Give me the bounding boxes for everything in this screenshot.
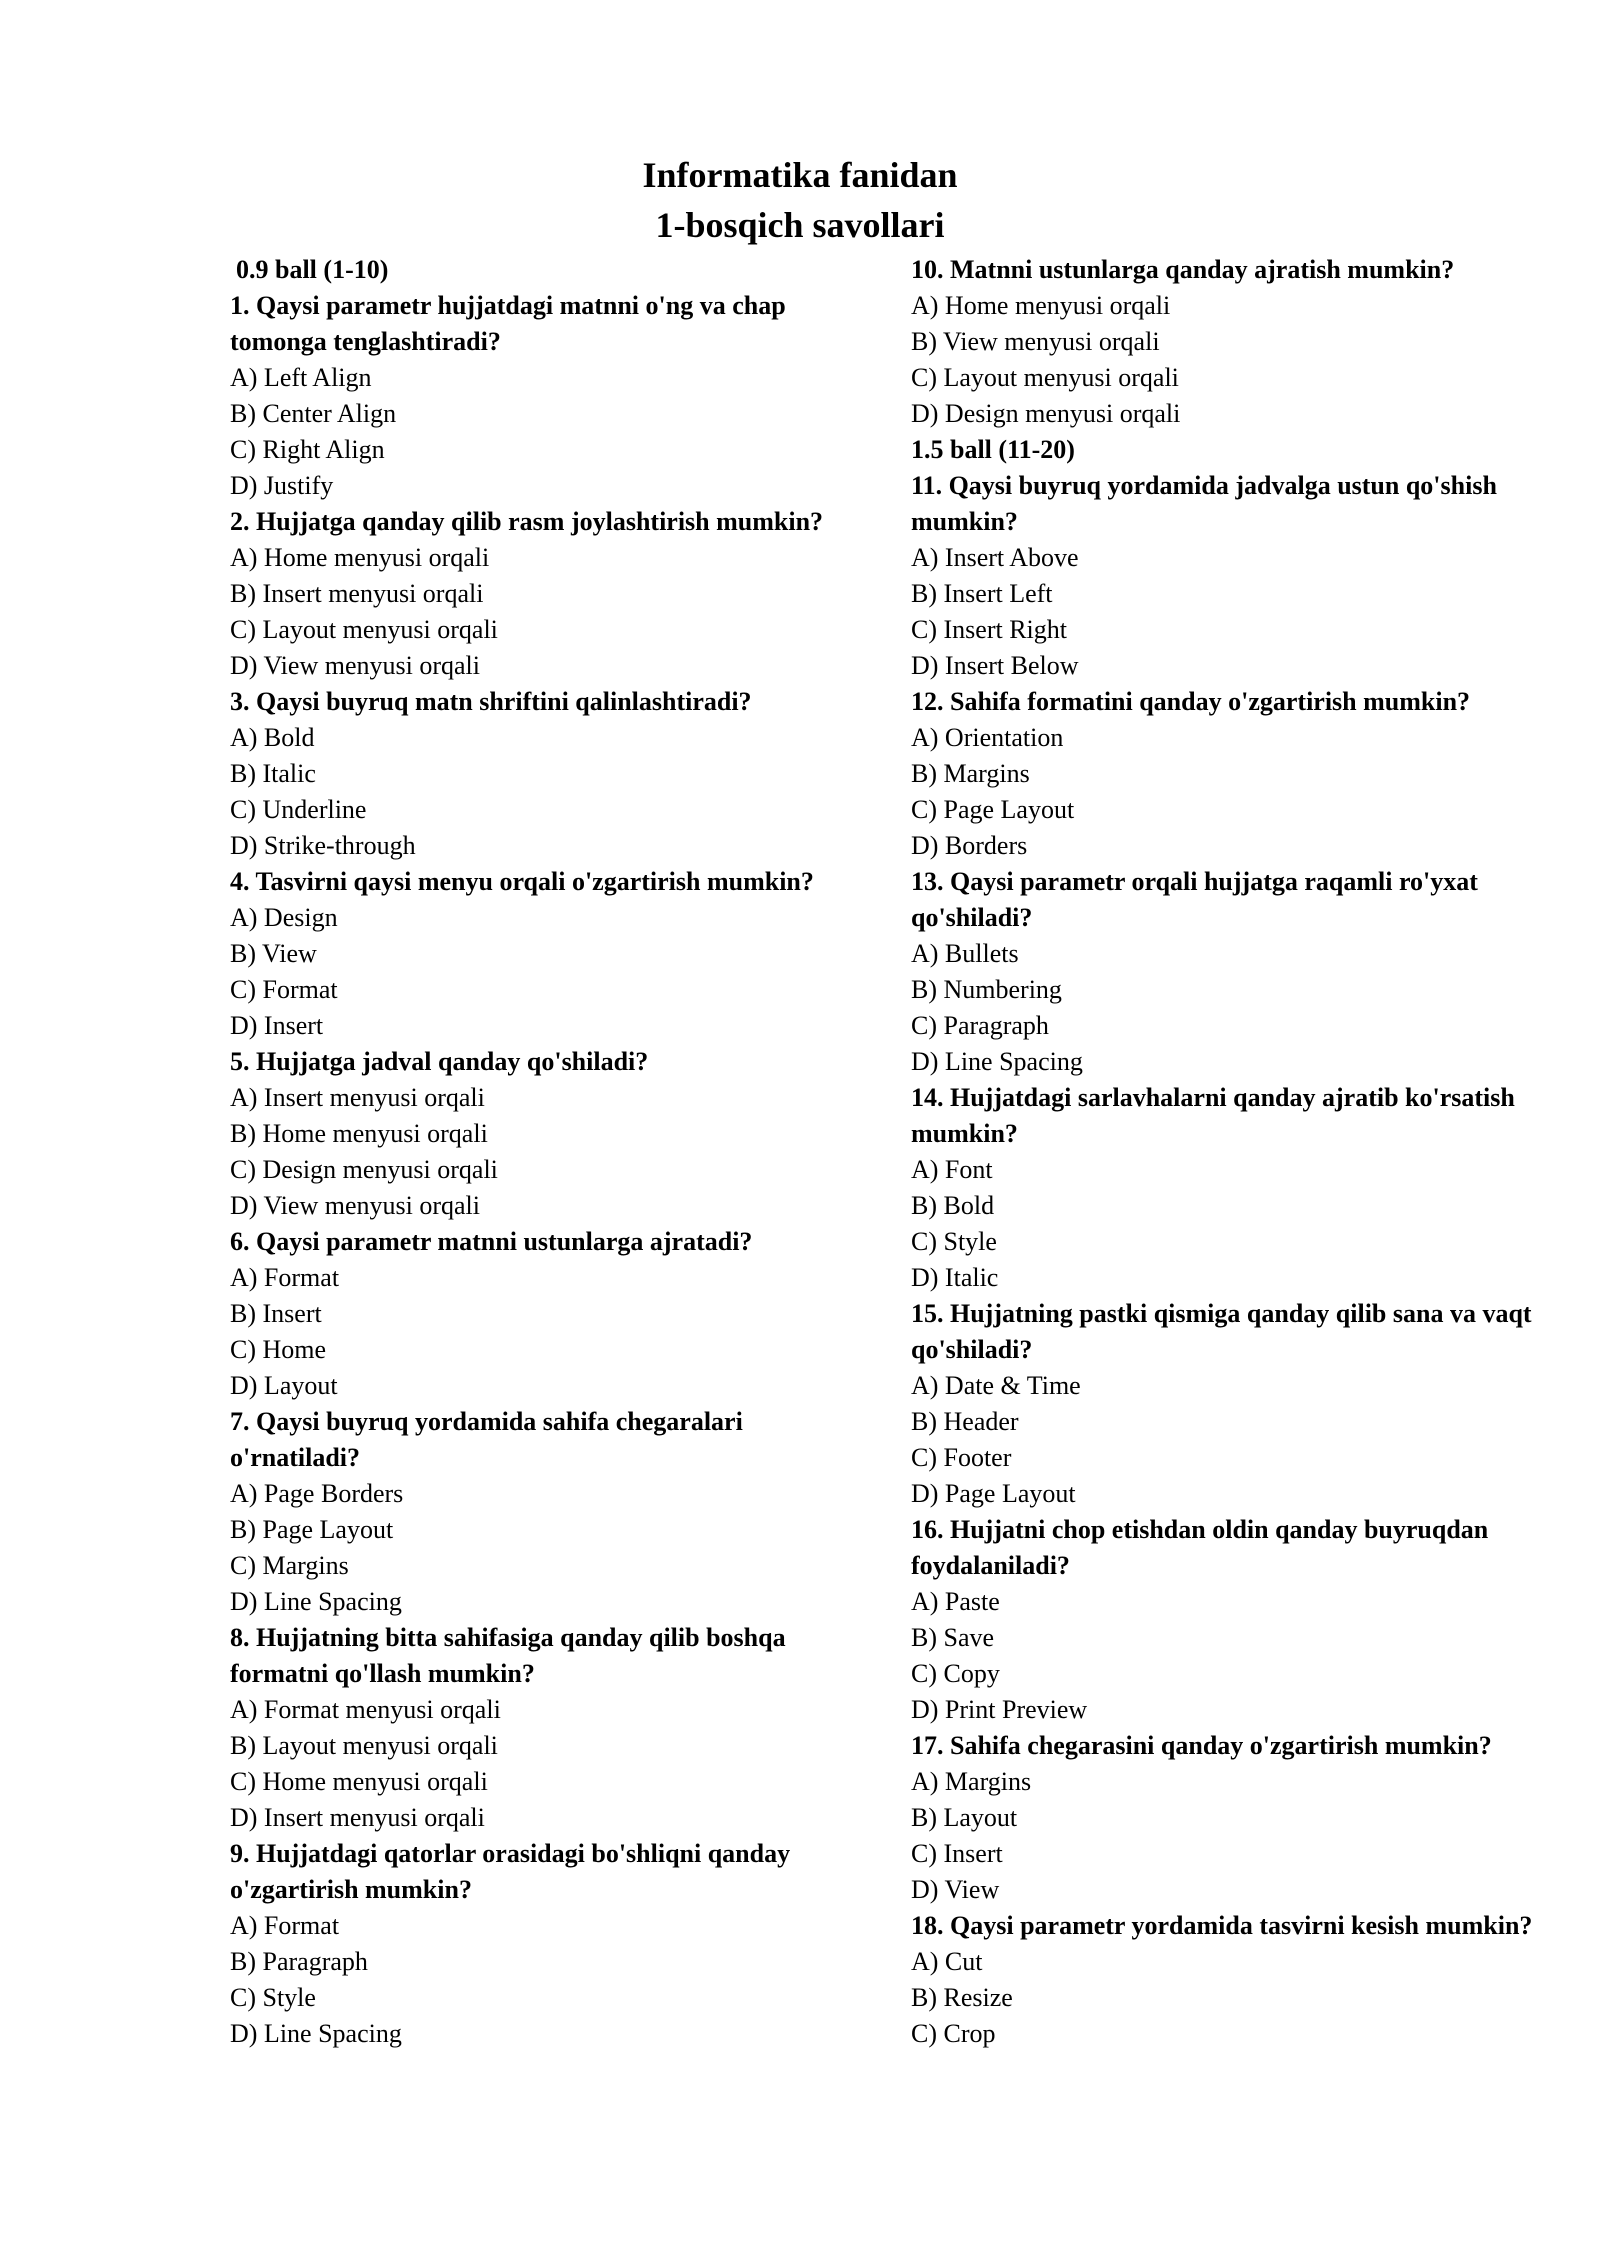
question-text: 9. Hujjatdagi qatorlar orasidagi bo'shliqni qanday o'zgartirish mumkin?: [230, 1839, 791, 1904]
answer-option: C) Copy: [911, 1659, 1000, 1688]
answer-option: C) Page Layout: [911, 795, 1075, 824]
question-block: [911, 684, 1551, 864]
answer-option: A) Bold: [230, 723, 315, 752]
answer-option: D) Justify: [230, 471, 334, 500]
answer-option: C) Style: [911, 1227, 997, 1256]
answer-option: C) Underline: [230, 795, 367, 824]
answer-option: A) Format menyusi orqali: [230, 1695, 501, 1724]
question-block: [911, 252, 1551, 432]
answer-option: D) Print Preview: [911, 1695, 1088, 1724]
answer-option: C) Footer: [911, 1443, 1012, 1472]
answer-option: B) Header: [911, 1407, 1019, 1436]
left-column: [230, 252, 870, 2052]
question-text: 7. Qaysi buyruq yordamida sahifa chegaralari o'rnatiladi?: [230, 1407, 743, 1472]
answer-option: A) Cut: [911, 1947, 983, 1976]
question-text: 4. Tasvirni qaysi menyu orqali o'zgartirish mumkin?: [230, 867, 814, 896]
answer-option: C) Paragraph: [911, 1011, 1049, 1040]
answer-option: B) Insert Left: [911, 579, 1053, 608]
answer-option: D) Borders: [911, 831, 1028, 860]
answer-option: B) View menyusi orqali: [911, 327, 1160, 356]
question-text: 2. Hujjatga qanday qilib rasm joylashtirish mumkin?: [230, 507, 824, 536]
answer-option: B) Paragraph: [230, 1947, 368, 1976]
answer-option: C) Crop: [911, 2019, 996, 2048]
question-text: 14. Hujjatdagi sarlavhalarni qanday ajratib ko'rsatish mumkin?: [911, 1083, 1515, 1148]
answer-option: B) Layout: [911, 1803, 1018, 1832]
question-block: [230, 1044, 870, 1224]
answer-option: A) Insert menyusi orqali: [230, 1083, 485, 1112]
answer-option: B) Bold: [911, 1191, 995, 1220]
answer-option: D) View menyusi orqali: [230, 1191, 480, 1220]
question-block: [911, 864, 1551, 1080]
answer-option: B) Insert: [230, 1299, 322, 1328]
section-header-1: 0.9 ball (1-10): [236, 255, 389, 284]
answer-option: A) Date & Time: [911, 1371, 1081, 1400]
answer-option: A) Left Align: [230, 363, 372, 392]
answer-option: A) Insert Above: [911, 543, 1079, 572]
answer-option: C) Insert Right: [911, 615, 1067, 644]
question-block: [230, 288, 870, 504]
question-text: 5. Hujjatga jadval qanday qo'shiladi?: [230, 1047, 649, 1076]
right-column: [911, 252, 1551, 2052]
answer-option: D) View menyusi orqali: [230, 651, 480, 680]
answer-option: C) Home menyusi orqali: [230, 1767, 488, 1796]
answer-option: B) Margins: [911, 759, 1030, 788]
question-text: 18. Qaysi parametr yordamida tasvirni kesish mumkin?: [911, 1911, 1533, 1940]
answer-option: C) Style: [230, 1983, 316, 2012]
question-text: 17. Sahifa chegarasini qanday o'zgartirish mumkin?: [911, 1731, 1492, 1760]
question-block: [230, 684, 870, 864]
answer-option: D) Layout: [230, 1371, 338, 1400]
answer-option: D) Line Spacing: [230, 1587, 402, 1616]
question-block: [911, 1728, 1551, 1908]
question-text: 13. Qaysi parametr orqali hujjatga raqamli ro'yxat qo'shiladi?: [911, 867, 1478, 932]
answer-option: A) Design: [230, 903, 338, 932]
answer-option: B) Save: [911, 1623, 995, 1652]
question-text: 1. Qaysi parametr hujjatdagi matnni o'ng va chap tomonga tenglashtiradi?: [230, 291, 786, 356]
section-header-2: 1.5 ball (11-20): [911, 435, 1075, 464]
answer-option: A) Format: [230, 1263, 340, 1292]
answer-option: A) Home menyusi orqali: [230, 543, 490, 572]
question-text: 12. Sahifa formatini qanday o'zgartirish mumkin?: [911, 687, 1471, 716]
answer-option: A) Margins: [911, 1767, 1032, 1796]
answer-option: D) Line Spacing: [230, 2019, 402, 2048]
answer-option: C) Format: [230, 975, 338, 1004]
answer-option: B) Insert menyusi orqali: [230, 579, 484, 608]
question-block: [230, 1224, 870, 1404]
answer-option: D) Insert Below: [911, 651, 1079, 680]
answer-option: B) Resize: [911, 1983, 1013, 2012]
answer-option: B) Layout menyusi orqali: [230, 1731, 498, 1760]
answer-option: A) Orientation: [911, 723, 1064, 752]
answer-option: C) Layout menyusi orqali: [911, 363, 1179, 392]
answer-option: D) Page Layout: [911, 1479, 1076, 1508]
answer-option: D) Line Spacing: [911, 1047, 1083, 1076]
answer-option: C) Right Align: [230, 435, 385, 464]
question-text: 10. Matnni ustunlarga qanday ajratish mumkin?: [911, 255, 1455, 284]
answer-option: D) Strike-through: [230, 831, 416, 860]
answer-option: D) Insert: [230, 1011, 324, 1040]
answer-option: A) Bullets: [911, 939, 1019, 968]
question-block: [230, 1836, 870, 2052]
answer-option: A) Page Borders: [230, 1479, 404, 1508]
question-block: [911, 1080, 1551, 1296]
question-block: [911, 1512, 1551, 1728]
answer-option: A) Paste: [911, 1587, 1000, 1616]
answer-option: C) Home: [230, 1335, 327, 1364]
answer-option: B) Home menyusi orqali: [230, 1119, 488, 1148]
answer-option: D) Italic: [911, 1263, 999, 1292]
document-title: Informatika fanidan: [642, 155, 958, 195]
question-text: 16. Hujjatni chop etishdan oldin qanday buyruqdan foydalaniladi?: [911, 1515, 1489, 1580]
question-block: [230, 1404, 870, 1620]
question-block: [911, 468, 1551, 684]
question-text: 11. Qaysi buyruq yordamida jadvalga ustun qo'shish mumkin?: [911, 471, 1497, 536]
answer-option: A) Format: [230, 1911, 340, 1940]
answer-option: A) Home menyusi orqali: [911, 291, 1171, 320]
answer-option: B) Numbering: [911, 975, 1062, 1004]
answer-option: B) View: [230, 939, 317, 968]
answer-option: C) Design menyusi orqali: [230, 1155, 498, 1184]
answer-option: D) Insert menyusi orqali: [230, 1803, 485, 1832]
answer-option: D) Design menyusi orqali: [911, 399, 1181, 428]
answer-option: C) Insert: [911, 1839, 1003, 1868]
question-block: [911, 1296, 1551, 1512]
answer-option: B) Center Align: [230, 399, 397, 428]
question-text: 15. Hujjatning pastki qismiga qanday qilib sana va vaqt qo'shiladi?: [911, 1299, 1532, 1364]
question-text: 3. Qaysi buyruq matn shriftini qalinlashtiradi?: [230, 687, 752, 716]
answer-option: C) Layout menyusi orqali: [230, 615, 498, 644]
question-text: 6. Qaysi parametr matnni ustunlarga ajratadi?: [230, 1227, 753, 1256]
question-block: [911, 1908, 1551, 2052]
question-text: 8. Hujjatning bitta sahifasiga qanday qilib boshqa formatni qo'llash mumkin?: [230, 1623, 786, 1688]
answer-option: B) Page Layout: [230, 1515, 394, 1544]
question-block: [230, 1620, 870, 1836]
document-subtitle: 1-bosqich savollari: [655, 205, 945, 245]
answer-option: B) Italic: [230, 759, 316, 788]
answer-option: D) View: [911, 1875, 1000, 1904]
question-block: [230, 504, 870, 684]
question-block: [230, 864, 870, 1044]
answer-option: A) Font: [911, 1155, 993, 1184]
answer-option: C) Margins: [230, 1551, 349, 1580]
